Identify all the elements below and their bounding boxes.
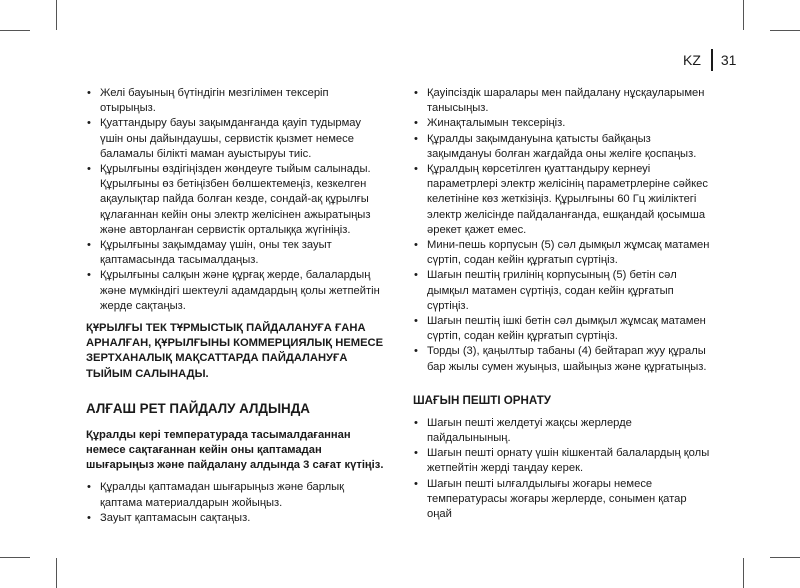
list-item: • Шағын пешті желдетуі жақсы жерлерде пайдалынының. xyxy=(413,416,713,446)
list-item: • Шағын пешті ылғалдылығы жоғары немесе температурасы жоғары жерлерде, сонымен қатар оңай xyxy=(413,477,713,523)
crop-mark xyxy=(56,558,57,588)
crop-mark xyxy=(0,557,30,558)
page-header xyxy=(683,49,736,71)
crop-mark xyxy=(743,558,744,588)
list-item: • Шағын пештің грилінің корпусының (5) бетін сәл дымқыл матамен сүртіңіз, содан кейін құрғатып сүртіңіз. xyxy=(413,268,713,314)
list-item: • Шағын пештің ішкі бетін сәл дымқыл жұмсақ матамен сүртіп, содан кейін құрғатып сүртіңіз. xyxy=(413,314,713,344)
installation-list xyxy=(413,416,713,522)
crop-mark xyxy=(743,0,744,30)
list-item: • Қуаттандыру бауы зақымданғанда қауіп тудырмау үшін оны дайындаушы, сервистік қызмет немесе баламалы білікті маман ауыстыруы тиіс. xyxy=(86,116,386,162)
household-use-warning: ҚҰРЫЛҒЫ ТЕК ТҰРМЫСТЫҚ ПАЙДАЛАНУҒА ҒАНА АРНАЛҒАН, ҚҰРЫЛҒЫНЫ КОММЕРЦИЯЛЫҚ НЕМЕСЕ ЗЕРТХАНАЛЫҚ МАҚСАТТАРДА ПАЙДАЛАНУҒА ТЫЙЫМ САЛЫНАДЫ. xyxy=(86,322,384,380)
left-column xyxy=(86,86,386,526)
preparation-list xyxy=(413,86,713,375)
list-item: • Қауіпсіздік шаралары мен пайдалану нұсқауларымен танысыңыз. xyxy=(413,86,713,116)
crop-mark xyxy=(0,30,30,31)
list-item: • Құралды қаптамадан шығарыңыз және барлық қаптама материалдарын жойыңыз. xyxy=(86,480,386,510)
page-number: 31 xyxy=(720,52,737,68)
list-item: • Мини-пешь корпусын (5) сәл дымқыл жұмсақ матамен сүртіп, содан кейін құрғатып сүртіңіз. xyxy=(413,238,713,268)
list-item: • Құрылғыны зақымдамау үшін, оны тек зауыт қаптамасында тасымалдаңыз. xyxy=(86,238,386,268)
list-item: • Желі бауының бүтіндігін мезгілімен тексеріп отырыңыз. xyxy=(86,86,386,116)
list-item: • Құралды зақымдануына қатысты байқаңыз зақымдануы болған жағдайда оны желіге қоспаңыз. xyxy=(413,132,713,162)
list-item: • Зауыт қаптамасын сақтаңыз. xyxy=(86,511,386,526)
first-use-list xyxy=(86,480,386,526)
crop-mark xyxy=(770,30,800,31)
list-item: • Жинақталымын тексеріңіз. xyxy=(413,116,713,131)
right-column xyxy=(413,86,713,522)
crop-mark xyxy=(770,557,800,558)
list-item: • Торды (3), қаңылтыр табаны (4) бейтарап жуу құралы бар жылы сумен жуыңыз, шайыңыз және құрғатыңыз. xyxy=(413,344,713,374)
list-item: • Құрылғыны салқын және құрғақ жерде, балалардың және мүмкіндігі шектеулі адамдардың қолы жетпейтін жерде сақтаңыз. xyxy=(86,268,386,314)
list-item: • Құрылғыны өздігіңізден жөндеуге тыйым салынады. Құрылғыны өз бетіңізбен бөлшектемеңіз, кезкелген ақаулықтар пайда болған кезде, сондай-ақ құрылғы құлағаннан кейін оны электр желісінен ажыратыңыз және авторланған сервистік орталыққа жүгініңіз. xyxy=(86,162,386,238)
section-title-before-first-use: АЛҒАШ РЕТ ПАЙДАЛУ АЛДЫНДА xyxy=(86,400,310,416)
language-code: KZ xyxy=(683,52,701,68)
header-divider xyxy=(711,49,713,71)
safety-list xyxy=(86,86,386,314)
list-item: • Құралдың көрсетілген қуаттандыру кернеуі параметрлері электр желісінің параметрлеріне сәйкес келетініне көз жеткізіңіз. Құрылғыны 60 Гц жиіліктегі электр желісінде пайдаланғанда, ешқандай қосымша әрекет қажет емес. xyxy=(413,162,713,238)
list-item: • Шағын пешті орнату үшін кішкентай балалардың қолы жетпейтін жерді таңдау керек. xyxy=(413,446,713,476)
crop-mark xyxy=(56,0,57,30)
section-intro: Құралды кері температурада тасымалдағаннан немесе сақтағаннан кейін оны қаптамадан шығарыңыз және пайдалану алдында 3 сағат күтіңіз. xyxy=(86,428,384,472)
section-title-installation: ШАҒЫН ПЕШТІ ОРНАТУ xyxy=(413,393,551,407)
